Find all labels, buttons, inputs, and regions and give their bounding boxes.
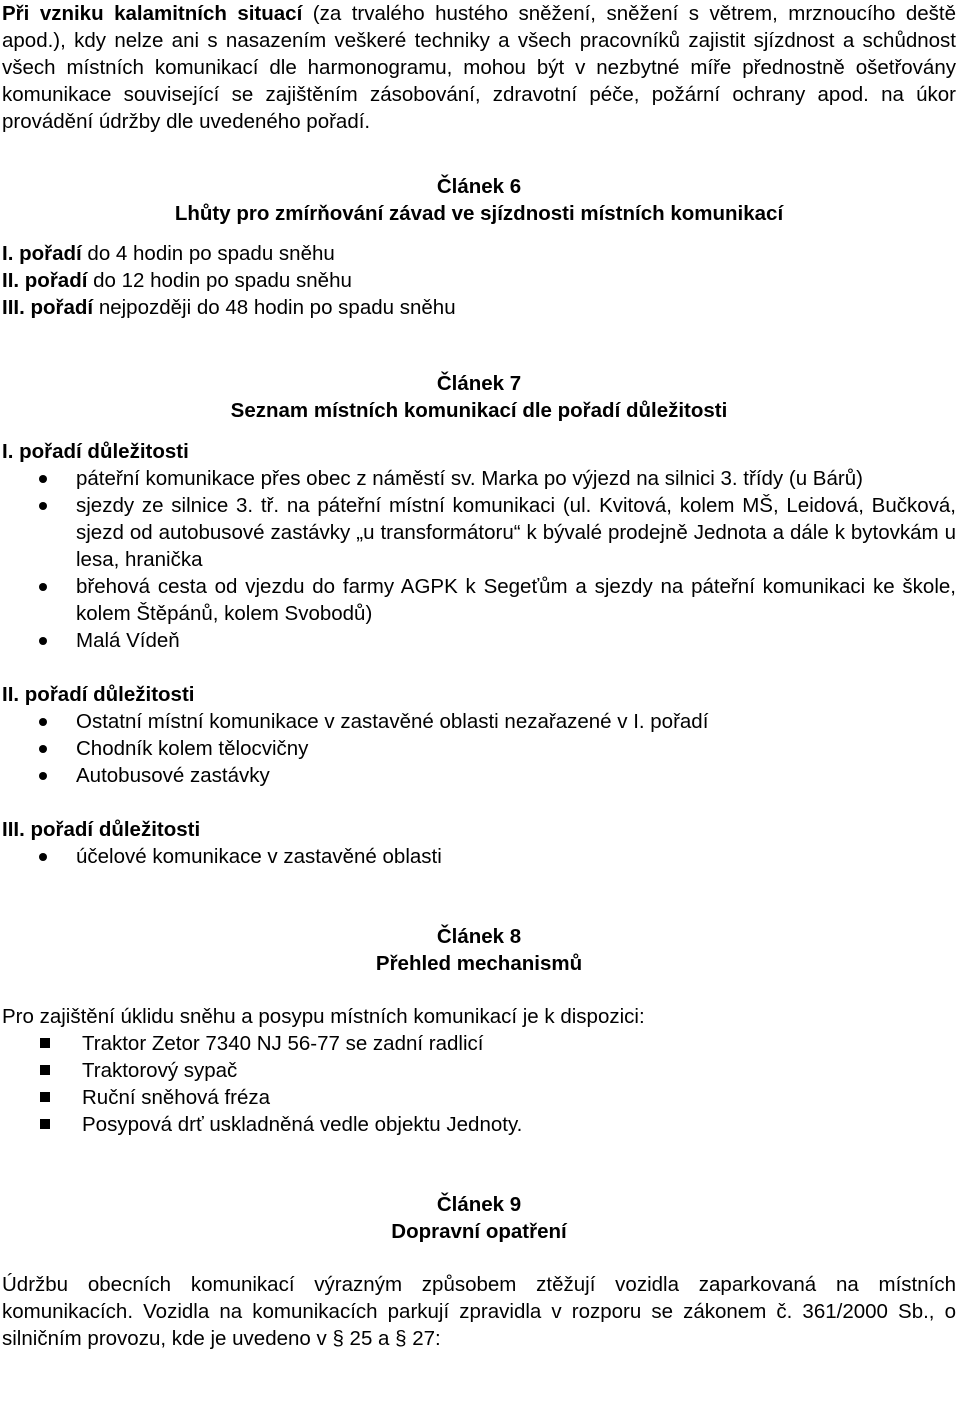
bullet-icon xyxy=(39,718,47,726)
article8-title: Přehled mechanismů xyxy=(375,952,583,975)
list-item: Ruční sněhová fréza xyxy=(2,1084,956,1111)
list-item: břehová cesta od vjezdu do farmy AGPK k Segeťům a sjezdy na páteřní komunikaci ke škole, kolem Štěpánů, kolem Svobodů) xyxy=(2,573,956,627)
article8-number: Článek 8 xyxy=(436,925,522,948)
list-item: páteřní komunikace přes obec z náměstí sv. Marka po výjezd na silnici 3. třídy (u Bárů) xyxy=(2,465,956,492)
group3-list xyxy=(2,843,956,870)
article7-title: Seznam místních komunikací dle pořadí důležitosti xyxy=(230,399,728,422)
bullet-icon xyxy=(39,502,47,510)
intro-text: (za trvalého hustého sněžení, sněžení s větrem, mrznoucího deště apod.), kdy nelze ani s nasazením veškeré techniky a všech pracovníků zajistit sjízdnost a schůdnost všech místních komunikací dle harmonogramu, mohou být v nezbytné míře přednostně ošetřovány komunikace související se zajištěním zásobování, zdravotní péče, požární ochrany apod. na úkor provádění údržby dle uvedeného pořadí. xyxy=(2,2,956,133)
deadline-order-1: I. pořadí xyxy=(2,242,82,265)
bullet-icon xyxy=(39,637,47,645)
square-bullet-icon xyxy=(40,1065,50,1075)
intro-paragraph xyxy=(2,0,956,135)
list-item: Chodník kolem tělocvičny xyxy=(2,735,956,762)
intro-lead: Při vzniku kalamitních situací xyxy=(2,2,303,25)
list-item: Autobusové zastávky xyxy=(2,762,956,789)
deadline-order-3: III. pořadí xyxy=(2,296,94,319)
group1-heading-text: I. pořadí důležitosti xyxy=(2,440,189,463)
deadline-text-1: do 4 hodin po spadu sněhu xyxy=(81,242,335,265)
bullet-icon xyxy=(39,583,47,591)
square-bullet-icon xyxy=(40,1038,50,1048)
group2-heading xyxy=(2,681,956,708)
machinery-list xyxy=(2,1030,956,1138)
article8-intro: Pro zajištění úklidu sněhu a posypu místních komunikací je k dispozici: xyxy=(2,1005,645,1028)
list-item: sjezdy ze silnice 3. tř. na páteřní místní komunikaci (ul. Kvitová, kolem MŠ, Leidová, Bučková, sjezd od autobusové zastávky „u transformátoru“ k bývalé prodejně Jednota a dále k bytovkám u lesa, hranička xyxy=(2,492,956,573)
article6-deadlines xyxy=(2,240,956,321)
article6-number: Článek 6 xyxy=(436,175,522,198)
article6-title: Lhůty pro zmírňování závad ve sjízdnosti místních komunikací xyxy=(174,202,784,225)
list-item: Posypová drť uskladněná vedle objektu Jednoty. xyxy=(2,1111,956,1138)
deadline-line-1 xyxy=(2,240,956,267)
list-item: Traktor Zetor 7340 NJ 56-77 se zadní radlicí xyxy=(2,1030,956,1057)
deadline-text-2: do 12 hodin po spadu sněhu xyxy=(87,269,352,292)
square-bullet-icon xyxy=(40,1119,50,1129)
list-item: Traktorový sypač xyxy=(2,1057,956,1084)
article7-number: Článek 7 xyxy=(436,372,522,395)
article9-title: Dopravní opatření xyxy=(391,1220,567,1243)
group3-heading xyxy=(2,816,956,843)
group1-list xyxy=(2,465,956,654)
list-item: Ostatní místní komunikace v zastavěné oblasti nezařazené v I. pořadí xyxy=(2,708,956,735)
list-item: Malá Vídeň xyxy=(2,627,956,654)
deadline-line-2 xyxy=(2,267,956,294)
group2-list xyxy=(2,708,956,789)
bullet-icon xyxy=(39,745,47,753)
bullet-icon xyxy=(39,772,47,780)
deadline-order-2: II. pořadí xyxy=(2,269,88,292)
deadline-line-3 xyxy=(2,294,956,321)
group2-heading-text: II. pořadí důležitosti xyxy=(2,683,195,706)
group1-heading xyxy=(2,438,956,465)
article9-number: Článek 9 xyxy=(436,1193,522,1216)
group3-heading-text: III. pořadí důležitosti xyxy=(2,818,201,841)
article9-paragraph: Údržbu obecních komunikací výrazným způsobem ztěžují vozidla zaparkovaná na místních komunikacích. Vozidla na komunikacích parkují zpravidla v rozporu se zákonem č. 361/2000 Sb., o silničním provozu, kde je uvedeno v § 25 a § 27: xyxy=(2,1273,956,1350)
bullet-icon xyxy=(39,475,47,483)
square-bullet-icon xyxy=(40,1092,50,1102)
list-item: účelové komunikace v zastavěné oblasti xyxy=(2,843,956,870)
bullet-icon xyxy=(39,853,47,861)
deadline-text-3: nejpozději do 48 hodin po spadu sněhu xyxy=(93,296,456,319)
